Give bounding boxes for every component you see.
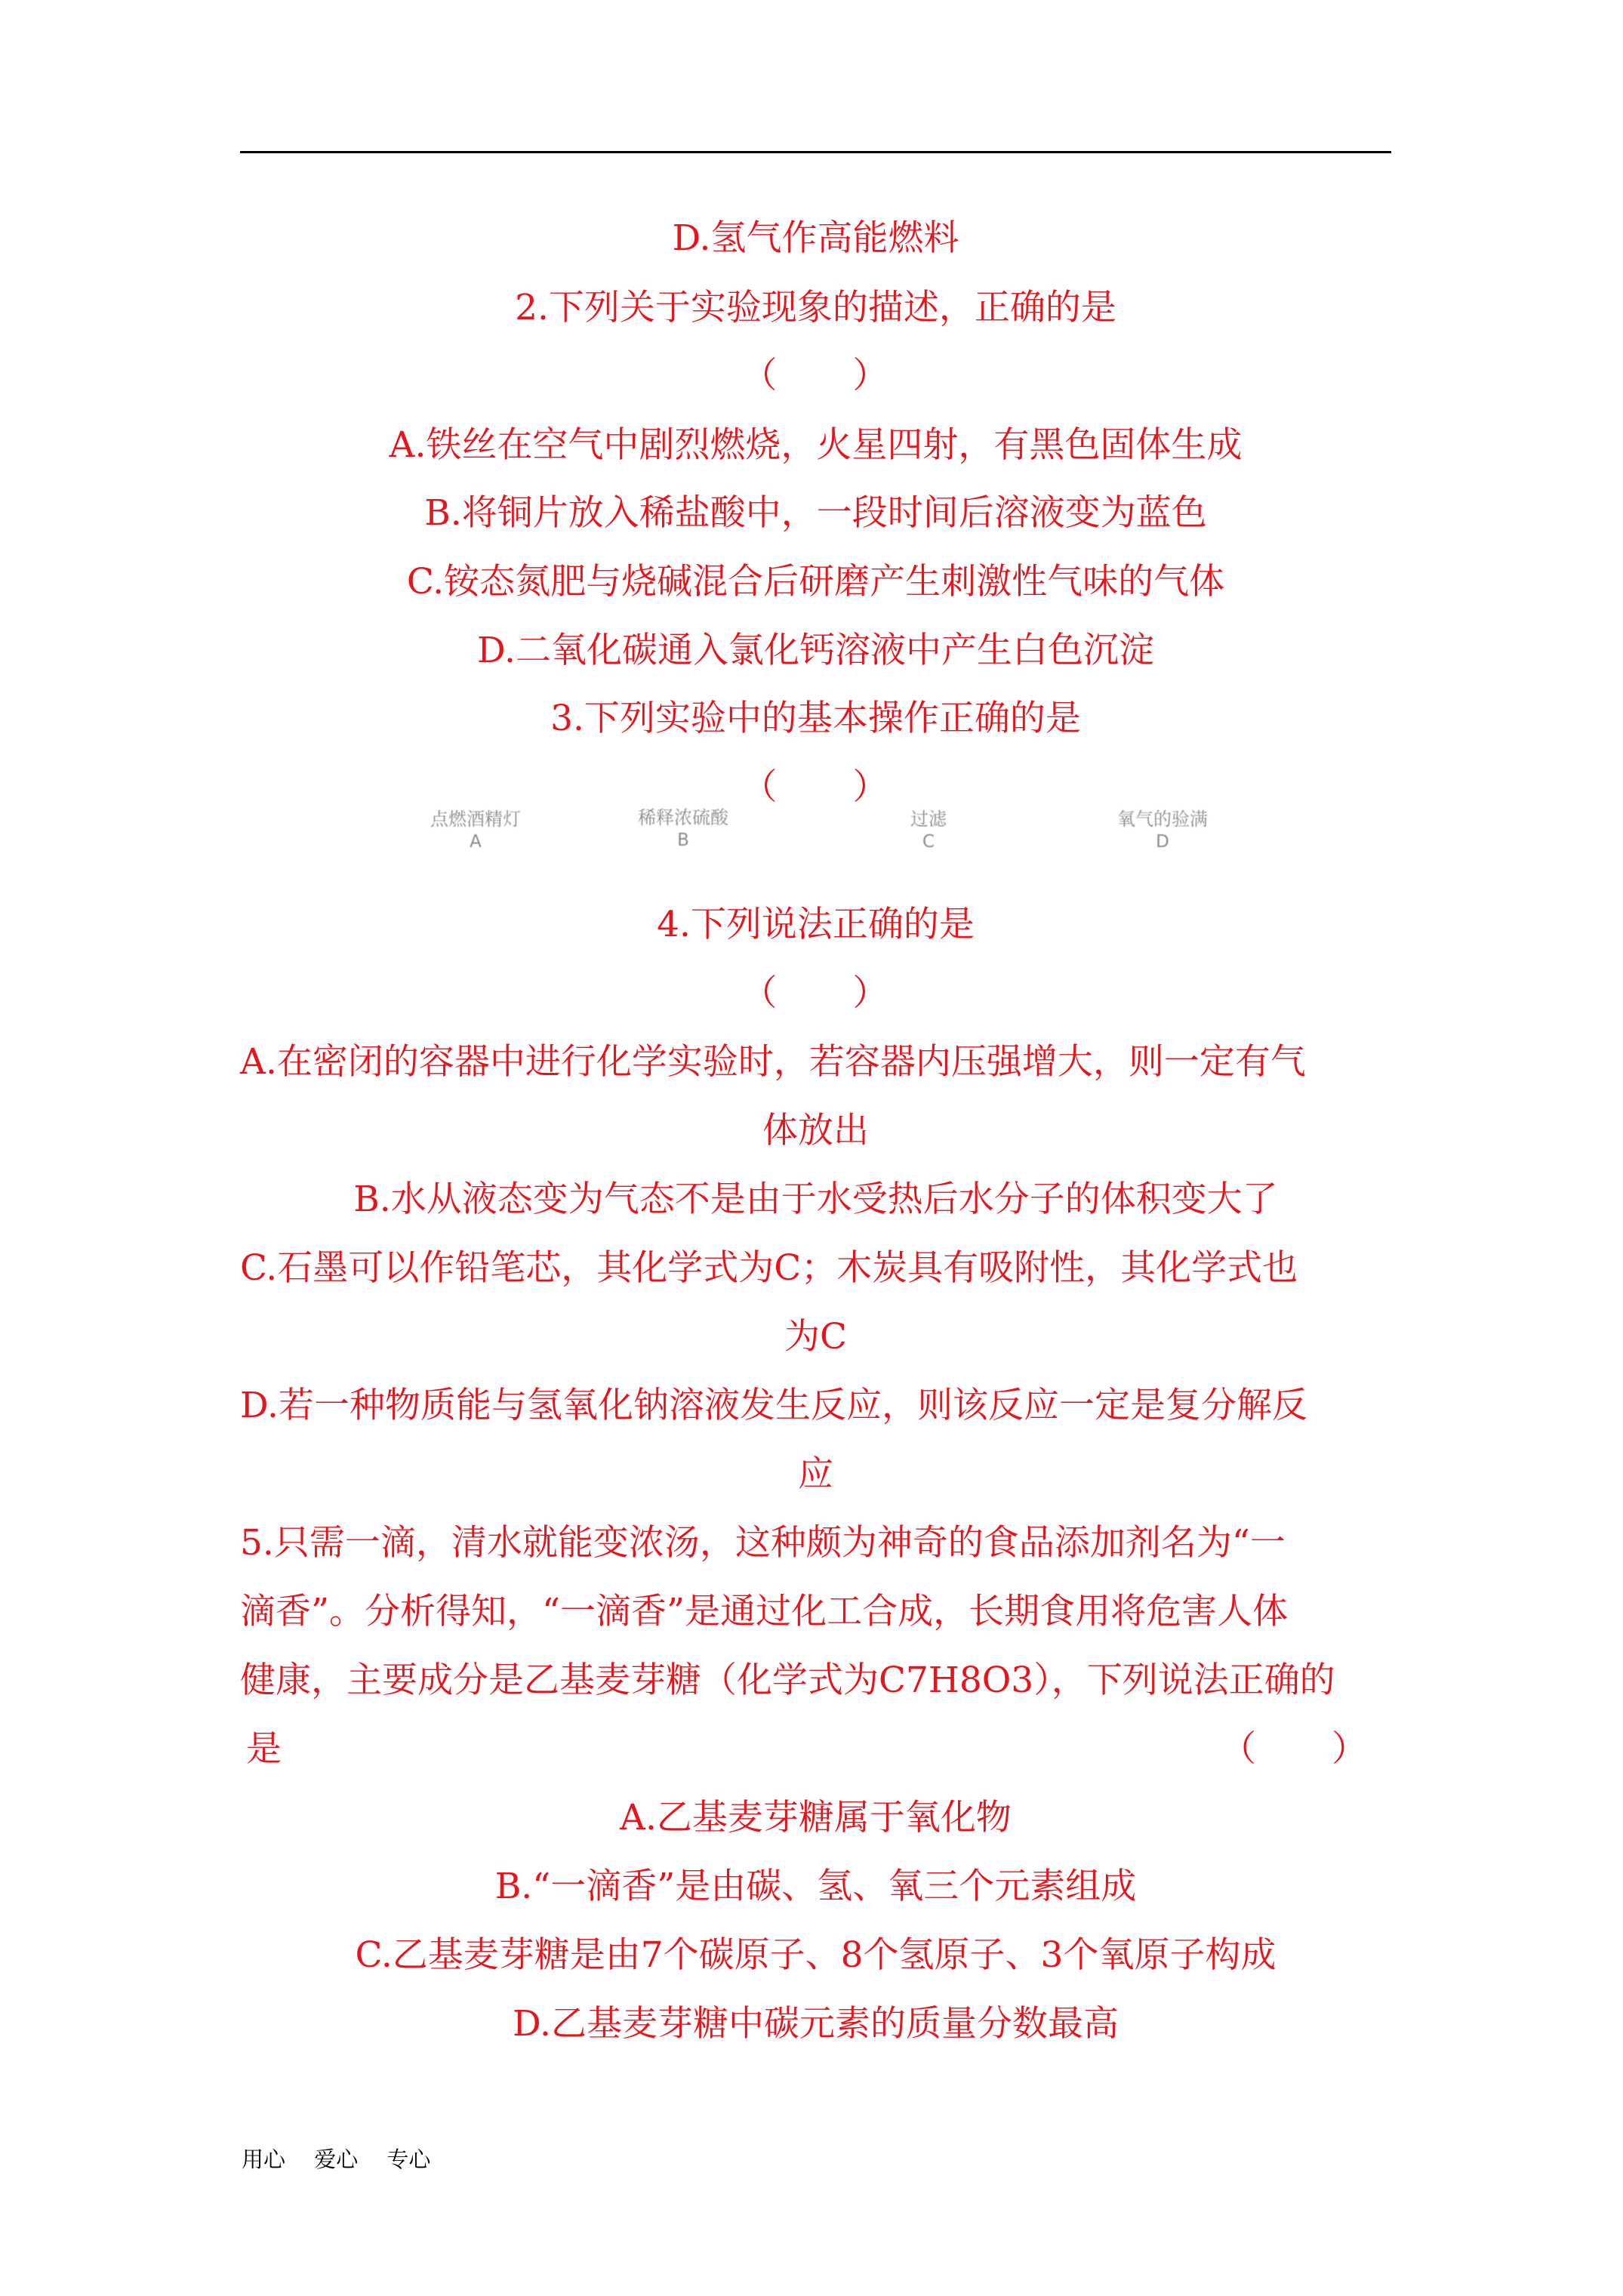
q2-option-a: A.铁丝在空气中剧烈燃烧，火星四射，有黑色固体生成 [389, 424, 1243, 466]
q3-image-a-label: 点燃酒精灯 [430, 809, 521, 830]
q4-option-d-line2: 应 [798, 1453, 833, 1495]
q5-stem-line3: 健康，主要成分是乙基麦芽糖（化学式为C7H8O3），下列说法正确的 [240, 1660, 1335, 1701]
q3-image-b [585, 806, 781, 852]
q5-option-a: A.乙基麦芽糖属于氧化物 [620, 1797, 1012, 1838]
q2-option-b: B.将铜片放入稀盐酸中，一段时间后溶液变为蓝色 [424, 492, 1207, 534]
q4-option-c-line2: 为C [784, 1316, 847, 1358]
q1-option-d: D.氢气作高能燃料 [672, 217, 959, 259]
q5-option-d: D.乙基麦芽糖中碳元素的质量分数最高 [513, 2003, 1119, 2045]
q2-option-c: C.铵态氮肥与烧碱混合后研磨产生刺激性气味的气体 [406, 561, 1225, 603]
q4-option-c-line1: C.石墨可以作铅笔芯，其化学式为C；木炭具有吸附性，其化学式也 [240, 1247, 1298, 1289]
q3-image-c-label: 过滤 [910, 809, 947, 830]
q3-image-a-letter: A [470, 832, 482, 852]
q3-image-a [377, 808, 574, 853]
q4-option-b: B.水从液态变为气态不是由于水受热后水分子的体积变大了 [353, 1179, 1278, 1220]
q5-stem-tail: 是 [246, 1728, 282, 1770]
q5-stem-line2: 滴香”。分析得知，“一滴香”是通过化工合成，长期食用将危害人体 [240, 1591, 1289, 1632]
q5-option-c: C.乙基麦芽糖是由7个碳原子、8个氢原子、3个氧原子构成 [355, 1934, 1277, 1976]
q3-image-b-letter: B [677, 831, 689, 850]
q5-stem-line4 [240, 1715, 1391, 1784]
q2-answer-paren: （ ） [741, 355, 890, 396]
q4-option-a-line1: A.在密闭的容器中进行化学实验时，若容器内压强增大，则一定有气 [240, 1041, 1306, 1083]
q3-answer-paren: （ ） [741, 766, 890, 808]
q2-option-d: D.二氧化碳通入氯化钙溶液中产生白色沉淀 [477, 630, 1154, 671]
q3-image-b-label: 稀释浓硫酸 [638, 807, 728, 828]
q3-image-d [1064, 808, 1261, 853]
q3-image-captions [377, 802, 1306, 862]
q3-image-c [830, 808, 1027, 853]
q4-option-a-line2: 体放出 [762, 1110, 869, 1151]
q3-image-d-label: 氧气的验满 [1117, 809, 1208, 830]
q3-image-c-letter: C [922, 832, 935, 852]
q5-answer-paren: （ ） [1221, 1728, 1369, 1770]
q5-stem-line1: 5.只需一滴，清水就能变浓汤，这种颇为神奇的食品添加剂名为“一 [240, 1522, 1286, 1564]
header-rule [240, 151, 1391, 153]
q3-stem: 3.下列实验中的基本操作正确的是 [550, 698, 1081, 739]
q4-answer-paren: （ ） [741, 972, 890, 1014]
page-footer: 用心 爱心 专心 [242, 2147, 431, 2172]
q3-image-d-letter: D [1156, 832, 1169, 852]
q4-stem: 4.下列说法正确的是 [657, 904, 975, 945]
q2-stem: 2.下列关于实验现象的描述，正确的是 [515, 287, 1116, 328]
q5-option-b: B.“一滴香”是由碳、氢、氧三个元素组成 [494, 1866, 1137, 1907]
q4-option-d-line1: D.若一种物质能与氢氧化钠溶液发生反应，则该反应一定是复分解反 [240, 1385, 1307, 1426]
